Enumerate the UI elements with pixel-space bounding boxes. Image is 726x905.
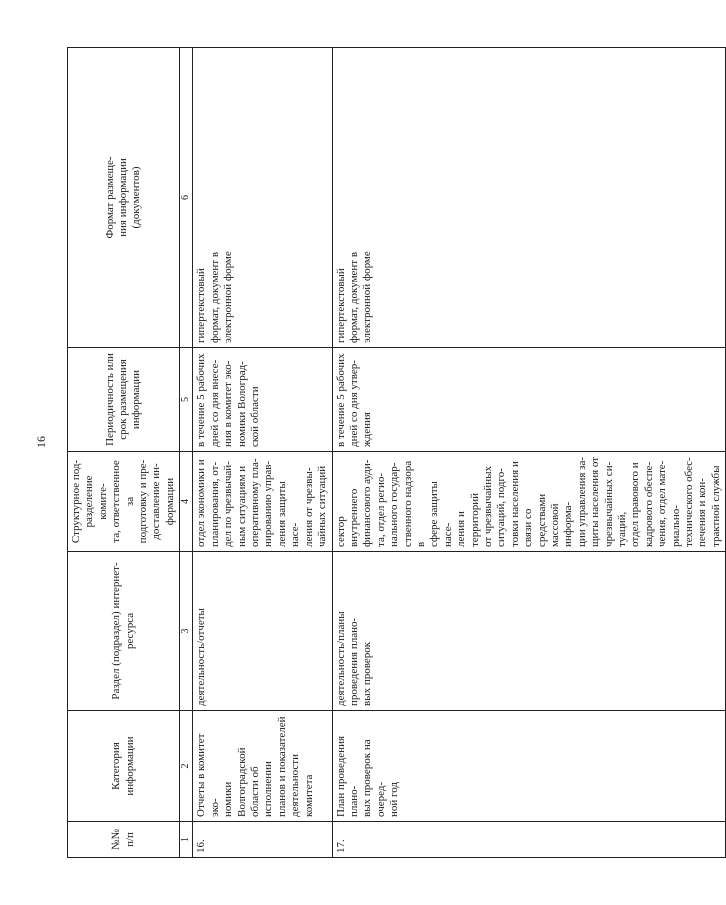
- header-section: Раздел (подраздел) интернет-ресурса: [68, 552, 180, 711]
- info-table: [67, 47, 726, 858]
- header-num: №№ п/п: [68, 822, 180, 858]
- header-period: Периодичность или срок размещения информации: [68, 348, 180, 452]
- column-number: 4: [180, 452, 193, 552]
- row-section: деятельность/отчеты: [193, 552, 332, 711]
- info-table-container: [67, 48, 722, 858]
- row-category: Отчеты в комитет эко- номики Волгоградской области об исполнении планов и показателей деятельности комитета: [193, 711, 332, 822]
- row-period: в течение 5 рабочих дней со дня утвер- ждения: [332, 348, 726, 452]
- row-unit: отдел экономики и планирования, от- дел по чрезвычай- ным ситуациям и оперативному пла- нированию управ- ления защиты насе- ления от чрезвы- чайных ситуаций: [193, 452, 332, 552]
- column-number: 5: [180, 348, 193, 452]
- row-format: гипертекстовый формат, документ в электронной форме: [193, 48, 332, 348]
- row-num: 16.: [193, 822, 332, 858]
- row-unit: сектор внутреннего финансового ауди- та, отдел регио- нального государ- ственного надзора в сфере защиты насе- ления и территорий от чрезвычайных ситуаций, подго- товки населения и связи со средствами массовой информа- ции управления за- щиты населения от чрезвычайных си- туаций, отдел правового и кадрового обеспе- чения, отдел мате- риально- технического обес- печения и кон- трактной службы: [332, 452, 726, 552]
- table-row: [193, 48, 332, 858]
- header-format: Формат размеще- ния информации (документов): [68, 48, 180, 348]
- header-category: Категория информации: [68, 711, 180, 822]
- column-number: 3: [180, 552, 193, 711]
- row-format: гипертекстовый формат, документ в электронной форме: [332, 48, 726, 348]
- column-number: 6: [180, 48, 193, 348]
- header-unit: Структурное под- разделение комите- та, ответственное за подготовку и пре- доставление ин- формации: [68, 452, 180, 552]
- row-category: План проведения плано- вых проверок на очеред- ной год: [332, 711, 726, 822]
- page-number: 16: [34, 436, 48, 448]
- row-section: деятельность/планы проведения плано- вых проверок: [332, 552, 726, 711]
- table-header-row: [68, 48, 180, 858]
- row-period: в течение 5 рабочих дней со дня внесе- ния в комитет эко- номики Волоград- ской области: [193, 348, 332, 452]
- row-num: 17.: [332, 822, 726, 858]
- table-row: [332, 48, 726, 858]
- column-number-row: [180, 48, 193, 858]
- column-number: 2: [180, 711, 193, 822]
- column-number: 1: [180, 822, 193, 858]
